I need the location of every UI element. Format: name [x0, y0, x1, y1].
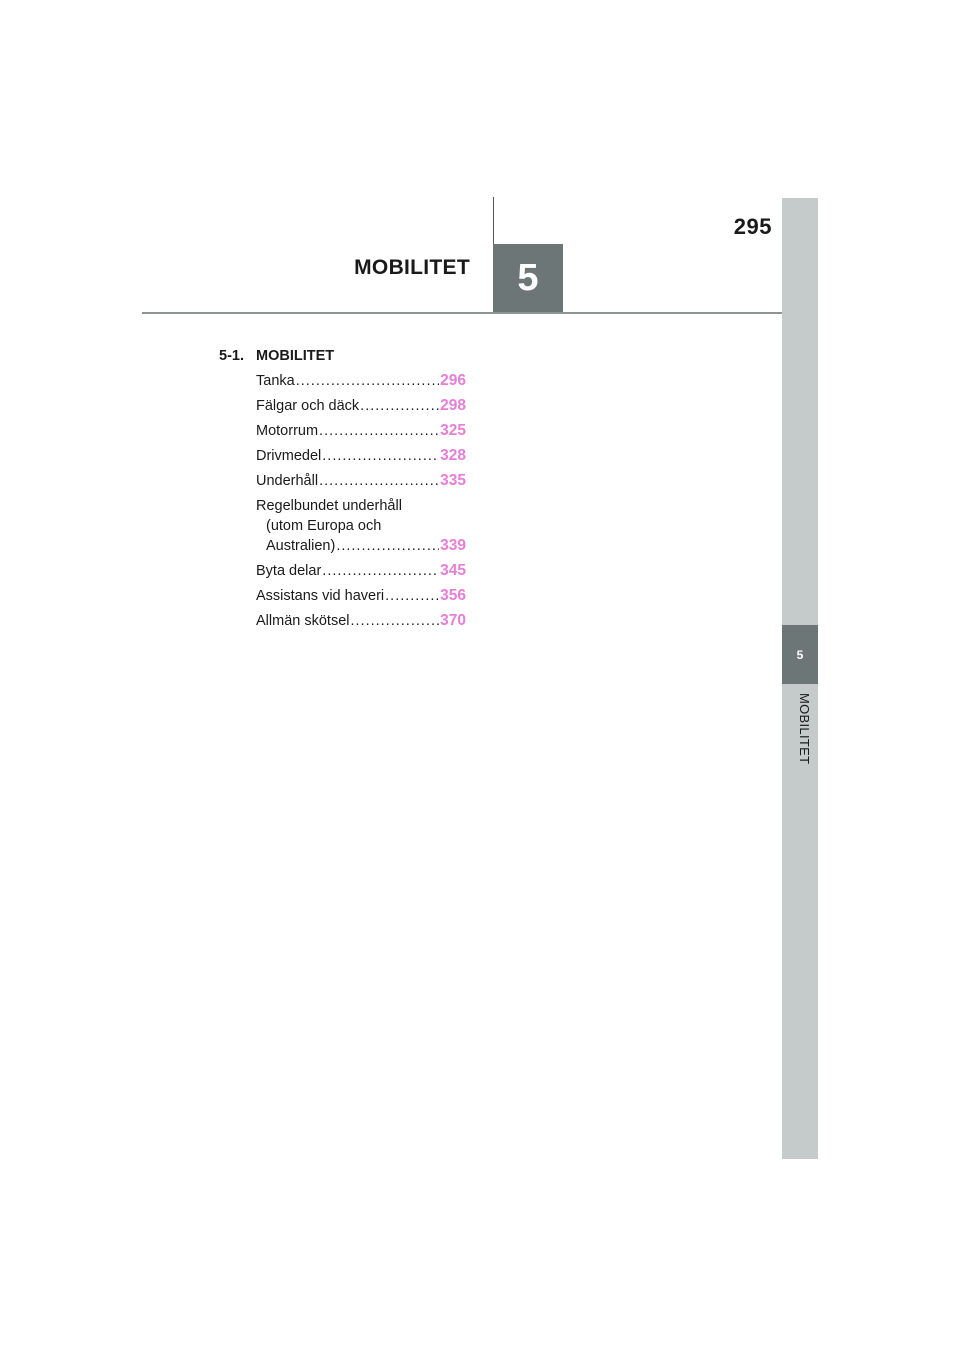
- side-tab-number[interactable]: 5: [782, 625, 818, 684]
- toc-section-heading: [219, 346, 479, 366]
- toc-entry[interactable]: [256, 371, 466, 391]
- toc-entry-label-line1: Regelbundet underhåll: [256, 498, 402, 514]
- toc-entry[interactable]: [256, 396, 466, 416]
- toc-entry-page-link[interactable]: 356: [440, 587, 466, 604]
- header-rule: [142, 312, 782, 314]
- toc-entry-label-line2: (utom Europa och: [266, 518, 382, 534]
- toc-entry[interactable]: [256, 561, 466, 581]
- toc-entry-page-link[interactable]: 335: [440, 472, 466, 489]
- toc-entry-label-line3: Australien): [266, 538, 336, 554]
- toc-entry-label: Assistans vid haveri: [256, 588, 385, 604]
- page-number: 295: [733, 214, 772, 239]
- toc-entry-page-link[interactable]: 345: [440, 562, 466, 579]
- header-vertical-rule: [493, 197, 494, 245]
- toc-entry-label: Underhåll: [256, 473, 319, 489]
- dot-leader: [322, 561, 439, 581]
- dot-leader: [319, 471, 439, 491]
- table-of-contents: [219, 346, 479, 636]
- toc-entry-label: Tanka: [256, 373, 295, 389]
- toc-entry-last-line: [256, 536, 466, 556]
- dot-leader: [360, 396, 439, 416]
- toc-entry-page-link[interactable]: 325: [440, 422, 466, 439]
- toc-entry-page-link[interactable]: 296: [440, 372, 466, 389]
- toc-section-title: MOBILITET: [256, 348, 335, 364]
- toc-entry[interactable]: [256, 611, 466, 631]
- side-tab-label: MOBILITET: [797, 693, 812, 765]
- toc-section-number: 5-1.: [219, 348, 244, 364]
- chapter-title: MOBILITET: [354, 256, 470, 279]
- toc-entry[interactable]: [256, 446, 466, 466]
- toc-entry[interactable]: [256, 586, 466, 606]
- dot-leader: [319, 421, 439, 441]
- dot-leader: [350, 611, 439, 631]
- dot-leader: [336, 536, 439, 556]
- toc-entry-label: Drivmedel: [256, 448, 322, 464]
- toc-entry-label: Allmän skötsel: [256, 613, 350, 629]
- toc-entry-page-link[interactable]: 328: [440, 447, 466, 464]
- toc-entry-page-link[interactable]: 339: [440, 537, 466, 554]
- toc-entry[interactable]: [256, 421, 466, 441]
- toc-entry[interactable]: [256, 496, 466, 556]
- toc-entry-label: Byta delar: [256, 563, 322, 579]
- dot-leader: [296, 371, 439, 391]
- toc-entry-page-link[interactable]: 298: [440, 397, 466, 414]
- dot-leader: [385, 586, 439, 606]
- toc-entry-list: [256, 371, 466, 631]
- chapter-number-box: 5: [493, 244, 563, 313]
- toc-entry-page-link[interactable]: 370: [440, 612, 466, 629]
- toc-entry[interactable]: [256, 471, 466, 491]
- dot-leader: [322, 446, 439, 466]
- toc-entry-label: Fälgar och däck: [256, 398, 360, 414]
- toc-entry-label: Motorrum: [256, 423, 319, 439]
